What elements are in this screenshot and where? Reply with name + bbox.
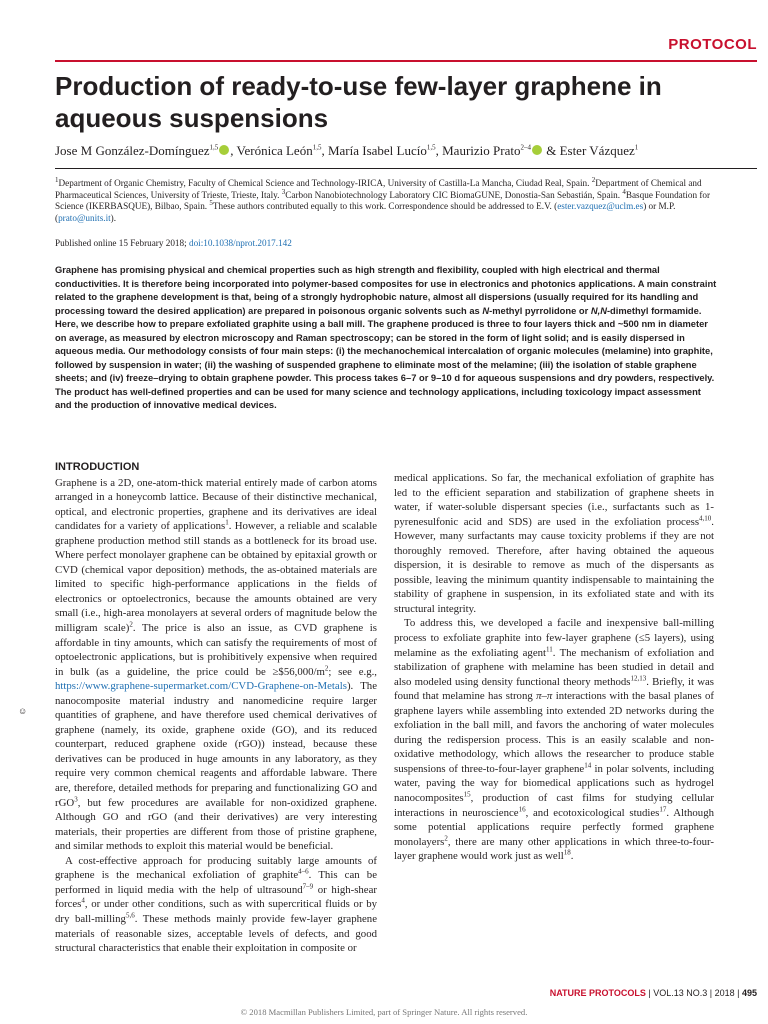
affil-text: ) or M.P. ( (55, 201, 676, 223)
author-list (55, 143, 755, 159)
abstract-text: -methyl pyrrolidone or (489, 305, 591, 316)
section-tag: PROTOCOL (668, 36, 757, 53)
author-name: & Ester Vázquez (542, 143, 635, 158)
body-paragraph: A cost-effective approach for producing suitably large amounts of graphene is the mechanical exfoliation of graphite$^{4-6}$. This can be performed in liquid media with the help of ultrasound$^{7-9}$ or high-shear forces$^4$, or under other conditions, such as with supercritical fluids or by dry ball-milling$^{5,6}$. These methods mainly provide few-layer graphene materials of reasonable sizes, acceptable levels of defects, and good structural characteristics that enable their exploitation in composite or (55, 854, 377, 955)
author-rule (55, 168, 757, 169)
affil-sup: 1 (55, 175, 59, 184)
body-column-right (394, 471, 714, 864)
affil-sup: 4 (622, 187, 626, 196)
orcid-icon[interactable] (219, 145, 229, 155)
author-affil-sup: 2–4 (520, 143, 531, 152)
author-affil-sup: 1 (634, 143, 639, 152)
affil-text: Department of Chemical and Pharmaceutical Sciences, University of Trieste, Trieste, Italy. (55, 178, 702, 200)
author-name: , Verónica León (230, 143, 313, 158)
affil-text: Department of Organic Chemistry, Faculty of Chemical Science and Technology-IRICA, University of Castilla-La Mancha, Ciudad Real, Spain. (58, 178, 592, 188)
affil-text: These authors contributed equally to this work. Correspondence should be addressed to E.V. ( (212, 201, 558, 211)
author-name: , Maurizio Prato (435, 143, 521, 158)
footer-journal (550, 988, 757, 998)
section-heading-introduction: INTRODUCTION (55, 461, 140, 473)
abstract-text: -dimethyl formamide. Here, we describe how to prepare exfoliated graphite using a ball mill. The graphene produced is three to four layers thick and ~500 nm in diameter on average, as measured by electron microscopy and Raman spectroscopy; can be stored in the form of light solid; and is easily dispersed in aqueous media. Our methodology consists of four main steps: (i) the mechanochemical intercalation of organic molecules (melamine) into graphite, followed by suspension in water; (ii) the washing of suspended graphene to eliminate most of the melamine; (iii) the isolation of stable graphene sheets; and (iv) freeze–drying to obtain graphene powder. This process takes 6–7 or 9–10 d for aqueous suspensions and dry powders, respectively. The product has well-defined properties and can be used for many science and technology applications, including toxicology impact assessment and the production of innovative medical devices. (55, 305, 715, 410)
orcid-icon[interactable] (532, 145, 542, 155)
abstract-italic: N (482, 305, 490, 316)
page-number: 495 (741, 988, 757, 998)
article-title: Production of ready-to-use few-layer graphene in aqueous suspensions (55, 71, 662, 133)
email-link[interactable]: prato@units.it (58, 212, 111, 223)
copyright: © 2018 Macmillan Publishers Limited, part of Springer Nature. All rights reserved. (240, 1007, 528, 1017)
web-link[interactable]: https://www.graphene-supermarket.com/CVD-Graphene-on-Metals (55, 680, 347, 693)
body-paragraph: To address this, we developed a facile and inexpensive ball-milling process to exfoliate graphite into few-layer graphene (≤5 layers), using melamine as the exfoliating agent$^{11}$. The mechanism of exfoliation and stabilization of graphene with melamine has been studied in detail and also modeled using density functional theory methods$^{12,13}$. Briefly, it was found that melamine has strong π–π interactions with the basal planes of graphene layers while assembling into extended 2D networks during the exfoliation in the ball mill, and favors the anchoring of water molecules during the redispersion process. This is an easily scalable and non-oxidative methodology, which allows the researcher to produce stable suspensions of three-to-four-layer graphene$^{14}$ in polar solvents, including water, paving the way for biomedical applications such as hydrogel nanocomposites$^{15}$, production of cast films for studying cellular interactions in neuroscience$^{16}$, and ecotoxicological studies$^{17}$. Although some potential applications require perfectly formed graphene monolayers$^2$, there are many other applications in which three-to-four-layer graphene would work just as well$^{18}$. (394, 617, 715, 863)
affil-text: Carbon Nanobiotechnology Laboratory CIC BiomaGUNE, Donostia-San Sebastián, Spain. (285, 189, 623, 200)
affiliations (55, 175, 723, 224)
author-name: Jose M González-Domínguez (55, 143, 210, 158)
journal-name: NATURE PROTOCOLS (549, 988, 646, 998)
body-paragraph: Graphene is a 2D, one-atom-thick material entirely made of carbon atoms arranged in a honeycomb lattice. Because of their distinctive mechanical, optical, and electronic properties, graphene and its derivatives are ideal candidates for a variety of applications$^1$. However, a reliable and scalable graphene production method still stands as a bottleneck for its broad use. Where perfect monolayer graphene can be obtained by epitaxial growth or CVD (chemical vapor deposition) methods, the as-obtained materials are limited to specific high-performance applications in the fields of electronics or optoelectronics, because the amounts obtained are very small (i.e., high-area monolayers at several orders of magnitude below the milligram scale)$^2$. The price is also an issue, as CVD graphene is affordable in tiny amounts, which can satisfy the requirements of most of optoelectronic applications, but is prohibitively expensive when required in bulk (as a guideline, the price could be $\ge\$56,000/m^2$; see e.g., https://www.graphene-supermarket.com/CVD-Graphene-on-Metals). The nanocomposite material industry and nanomedicine require larger quantities of graphene, and have therefore used chemical derivatives of graphene (namely, its oxide, graphene oxide (GO), and its reduced counterpart, reduced graphene oxide (rGO)) instead, because these derivatives can be produced in huge amounts in any laboratory, as they require very common chemical reagents and affordable labware. There are, therefore, detailed methods for preparing and functionalizing GO and rGO$^3$, but few procedures are available for non-oxidized graphene. Although GO and rGO (and their derivatives) are very interesting materials, their properties are different from those of pristine graphene, and similar methods to exploit this material would be beneficial. (55, 476, 377, 853)
email-link[interactable]: ester.vazquez@uclm.es (557, 201, 644, 211)
affil-text: Basque Foundation for Science (IKERBASQUE), Bilbao, Spain. (55, 189, 711, 211)
author-affil-sup: 1,5 (312, 143, 322, 152)
body-paragraph: medical applications. So far, the mechanical exfoliation of graphite has led to the efficient separation and stabilization of graphene sheets in water, if water-soluble dispersant species (i.e., surfactants such as 1-pyrenesulfonic acid and SDS) are used in the exfoliation process$^{4,10}$. However, many surfactants may cause toxicity problems if they are not thoroughly removed. Therefore, after having obtained the aqueous dispersion, it is desirable to remove as much of the dispersants as possible, leaving the minimum quantity indispensable to maintaining the stability of graphene in suspension, in its exfoliated state and with its structural integrity. (394, 472, 714, 615)
doi-link[interactable]: doi:10.1038/nprot.2017.142 (188, 238, 292, 248)
affil-sup: 5 (209, 198, 213, 207)
author-name: , María Isabel Lucío (321, 143, 427, 158)
affil-sup: 3 (281, 187, 286, 196)
author-affil-sup: 1,5 (426, 143, 436, 152)
smiley-icon: ☺ (18, 706, 28, 716)
header-rule (55, 60, 757, 62)
affil-sup: 2 (591, 175, 596, 184)
abstract (55, 264, 717, 413)
author-affil-sup: 1,5 (209, 143, 219, 152)
abstract-italic: N,N (590, 305, 607, 316)
abstract-text: Graphene has promising physical and chemical properties such as high strength and flexibility, coupled with high electrical and thermal conductivities. It is therefore being incorporated into polymer-based composites for use in electronics and photonics applications. A main constraint related to the graphene development is that, being of a strongly hydrophobic nature, almost all dispersions (usually required for its handling and processing toward the desired application) are prepared in poisonous organic solvents such as (55, 265, 717, 316)
issue-info: | VOL.13 NO.3 | 2018 | (645, 988, 742, 998)
body-column-left (55, 460, 377, 956)
published-line (55, 238, 292, 248)
published-date: Published online 15 February 2018; (55, 238, 189, 248)
affil-text: ). (110, 212, 117, 223)
